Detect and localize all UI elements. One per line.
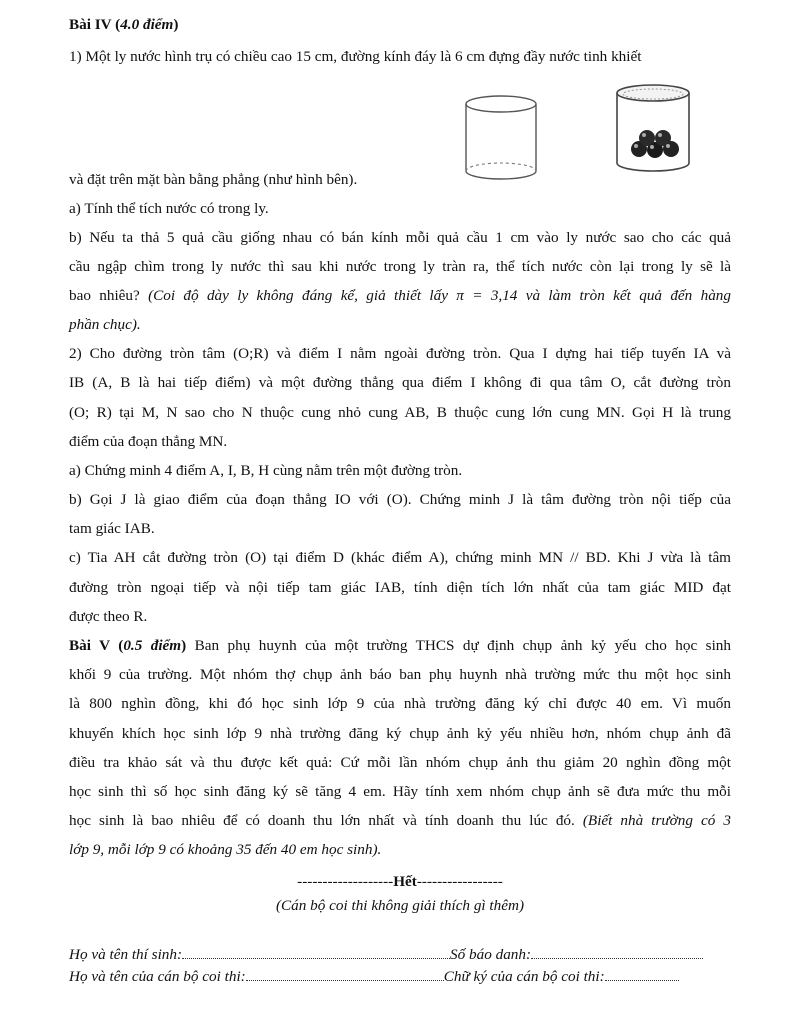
q1b-line3: bao nhiêu? (Coi độ dày ly không đáng kể, giả thiết lấy π = 3,14 và làm tròn kết quả đến hàng: [69, 287, 731, 304]
candidate-name-field[interactable]: [182, 948, 450, 959]
q2c-line3: được theo R.: [69, 608, 148, 625]
q1b-line1: b) Nếu ta thả 5 quả cầu giống nhau có bán kính mỗi quả cầu 1 cm vào ly nước sao cho các quả: [69, 229, 731, 246]
bai5-line8: lớp 9, mỗi lớp 9 có khoảng 35 đến 40 em học sinh).: [69, 841, 382, 858]
proctor-name-label: Họ và tên của cán bộ coi thi:: [69, 968, 246, 985]
q2c-line2: đường tròn ngoại tiếp và nội tiếp tam giác IAB, tính diện tích lớn nhất của tam giác MID đạt: [69, 579, 731, 596]
bai5-line6: học sinh thì số học sinh đăng ký sẽ tăng 4 em. Hãy tính xem nhóm chụp ảnh sẽ đưa mức thu mỗi: [69, 783, 731, 800]
proctor-name-field[interactable]: [246, 970, 444, 981]
candidate-name-label: Họ và tên thí sinh:: [69, 946, 183, 963]
sbd-field[interactable]: [531, 948, 703, 959]
bai5-line2: khối 9 của trường. Một nhóm thợ chụp ảnh báo ban phụ huynh nhà trường mức thu một học sinh: [69, 666, 731, 683]
bai5-line7: học sinh là bao nhiêu để có doanh thu lớn nhất và tính doanh thu lúc đó. (Biết nhà trường có 3: [69, 812, 731, 829]
bai5-line1: Bài V (0.5 điểm) Ban phụ huynh của một trường THCS dự định chụp ảnh kỷ yếu cho học sinh: [69, 637, 731, 654]
end-marker: -------------------Hết-----------------: [297, 873, 503, 890]
signature-label: Chữ ký của cán bộ coi thi:: [443, 968, 605, 985]
q2b-line1: b) Gọi J là giao điểm của đoạn thẳng IO với (O). Chứng minh J là tâm đường tròn nội tiếp của: [69, 491, 731, 508]
empty-cylinder-figure: [462, 93, 540, 187]
end-note: (Cán bộ coi thi không giải thích gì thêm): [275, 897, 525, 914]
proctor-info-row: [69, 968, 731, 986]
q1-intro: 1) Một ly nước hình trụ có chiều cao 15 cm, đường kính đáy là 6 cm đựng đầy nước tinh khiết: [69, 48, 642, 65]
bai5-line5: điều tra khảo sát và thu được kết quả: Cứ mỗi lần nhóm chụp ảnh thu giảm 20 nghìn đồng một: [69, 754, 731, 771]
bai4-heading: Bài IV (4.0 điểm): [69, 16, 179, 33]
q2-line4: điểm của đoạn thẳng MN.: [69, 433, 228, 450]
q2b-line2: tam giác IAB.: [69, 520, 155, 537]
q2-line1: 2) Cho đường tròn tâm (O;R) và điểm I nằm ngoài đường tròn. Qua I dựng hai tiếp tuyến IA và: [69, 345, 731, 362]
q1b-line4: phần chục).: [69, 316, 141, 333]
cylinder-with-balls-figure: [612, 83, 694, 179]
q1-intro-cont: và đặt trên mặt bàn bằng phẳng (như hình bên).: [69, 171, 358, 188]
q1a: a) Tính thể tích nước có trong ly.: [69, 200, 269, 217]
q2a: a) Chứng minh 4 điểm A, I, B, H cùng nằm trên một đường tròn.: [69, 462, 463, 479]
q1b-line2: cầu ngập chìm trong ly nước thì sau khi nước trong ly tràn ra, thể tích nước còn lại trong ly sẽ là: [69, 258, 731, 275]
bai5-line3: là 800 nghìn đồng, khi đó học sinh lớp 9 của nhà trường đăng ký chỉ được 40 em. Vì muốn: [69, 695, 731, 712]
bai5-line4: khuyến khích học sinh lớp 9 nhà trường đăng ký chụp ảnh kỷ yếu nhiều hơn, nhóm chụp ảnh đã: [69, 725, 731, 742]
q2-line3: (O; R) tại M, N sao cho N thuộc cung nhỏ cung AB, B thuộc cung lớn cung MN. Gọi H là trung: [69, 404, 731, 421]
signature-field[interactable]: [605, 970, 679, 981]
q2-line2: IB (A, B là hai tiếp điểm) và một đường thẳng qua điểm I không đi qua tâm O, cắt đường tròn: [69, 374, 731, 391]
candidate-info-row: [69, 946, 731, 964]
q2c-line1: c) Tia AH cắt đường tròn (O) tại điểm D (khác điểm A), chứng minh MN // BD. Khi J vừa là tâm: [69, 549, 731, 566]
balls: [631, 130, 679, 158]
sbd-label: Số báo danh:: [450, 946, 532, 963]
